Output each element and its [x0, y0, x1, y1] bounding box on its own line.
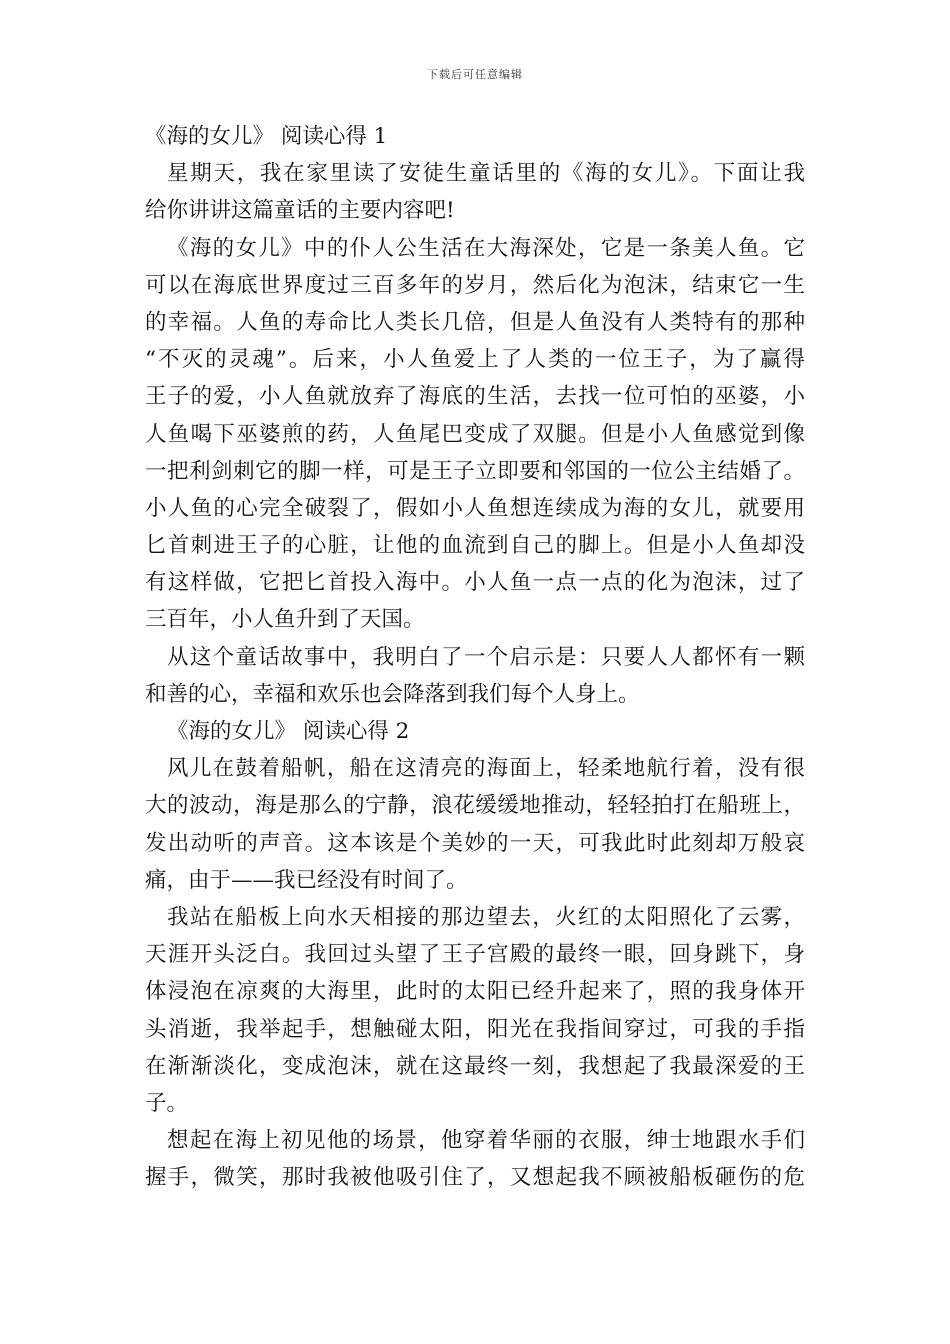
- paragraph-line: 有这样做，它把匕首投入海中。小人鱼一点一点的化为泡沫，过了: [145, 570, 805, 596]
- paragraph-line: “不灭的灵魂”。后来，小人鱼爱上了人类的一位王子，为了赢得: [145, 347, 805, 373]
- paragraph-line: 一把利剑刺它的脚一样，可是王子立即要和邻国的一位公主结婚了。: [145, 458, 805, 484]
- section-title: 《海的女儿》 阅读心得 1: [145, 124, 388, 149]
- paragraph-line: 三百年，小人鱼升到了天国。: [145, 607, 425, 633]
- paragraph-line: 头消逝，我举起手，想触碰太阳，阳光在我指间穿过，可我的手指: [145, 1016, 805, 1042]
- paragraph-line: 星期天，我在家里读了安徒生童话里的《海的女儿》。下面让我: [167, 161, 805, 187]
- header-note: 下载后可任意编辑: [427, 68, 523, 81]
- paragraph-line: 王子的爱，小人鱼就放弃了海底的生活，去找一位可怕的巫婆，小: [145, 384, 805, 410]
- paragraph-line: 和善的心，幸福和欢乐也会降落到我们每个人身上。: [145, 681, 640, 707]
- paragraph-line: 握手，微笑，那时我被他吸引住了，又想起我不顾被船板砸伤的危: [145, 1165, 805, 1191]
- paragraph-line: 给你讲讲这篇童话的主要内容吧!: [145, 198, 455, 224]
- paragraph-line: 体浸泡在凉爽的大海里，此时的太阳已经升起来了，照的我身体开: [145, 979, 805, 1005]
- paragraph-line: 在渐渐淡化，变成泡沫，就在这最终一刻，我想起了我最深爱的王: [145, 1053, 805, 1079]
- section-title: 《海的女儿》 阅读心得 2: [167, 719, 410, 744]
- paragraph-line: 小人鱼的心完全破裂了，假如小人鱼想连续成为海的女儿，就要用: [145, 495, 805, 521]
- paragraph-line: 的幸福。人鱼的寿命比人类长几倍，但是人鱼没有人类特有的那种: [145, 309, 805, 335]
- paragraph-line: 想起在海上初见他的场景，他穿着华丽的衣服，绅士地跟水手们: [167, 1128, 805, 1154]
- paragraph-line: 发出动听的声音。这本该是个美妙的一天，可我此时此刻却万般哀: [145, 830, 805, 856]
- paragraph-line: 子。: [145, 1090, 189, 1116]
- paragraph-line: 我站在船板上向水天相接的那边望去，火红的太阳照化了云雾，: [167, 904, 805, 930]
- paragraph-line: 痛，由于——我已经没有时间了。: [145, 867, 468, 893]
- paragraph-line: 匕首刺进王子的心脏，让他的血流到自己的脚上。但是小人鱼却没: [145, 533, 805, 559]
- document-body: [145, 118, 805, 1196]
- paragraph-line: 人鱼喝下巫婆煎的药，人鱼尾巴变成了双腿。但是小人鱼感觉到像: [145, 421, 805, 447]
- paragraph-line: 可以在海底世界度过三百多年的岁月，然后化为泡沫，结束它一生: [145, 272, 805, 298]
- paragraph-line: 风儿在鼓着船帆，船在这清亮的海面上，轻柔地航行着，没有很: [167, 756, 805, 782]
- paragraph-line: 天涯开头泛白。我回过头望了王子宫殿的最终一眼，回身跳下，身: [145, 942, 805, 968]
- paragraph-line: 《海的女儿》中的仆人公生活在大海深处，它是一条美人鱼。它: [167, 235, 805, 261]
- paragraph-line: 大的波动，海是那么的宁静，浪花缓缓地推动，轻轻拍打在船班上，: [145, 793, 805, 819]
- paragraph-line: 从这个童话故事中，我明白了一个启示是：只要人人都怀有一颗: [167, 644, 805, 670]
